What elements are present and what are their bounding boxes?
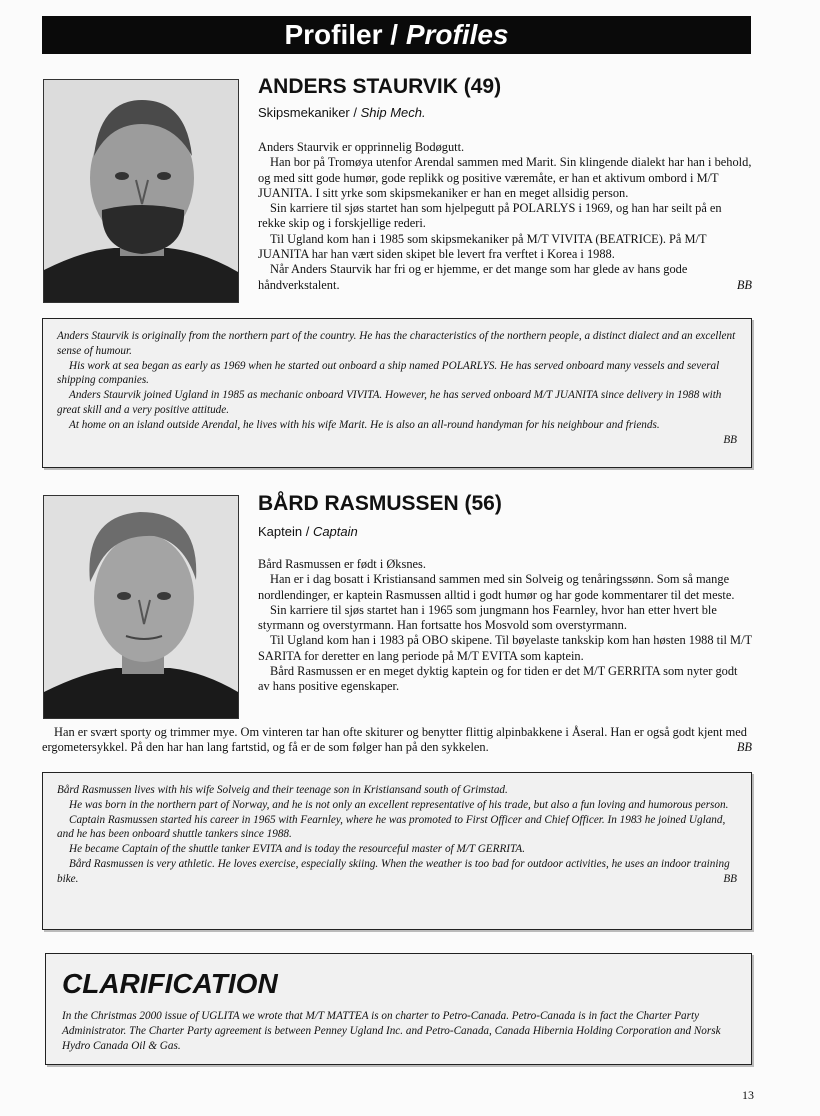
role-en: Captain (312, 524, 358, 539)
role-no: Kaptein / (258, 524, 313, 539)
clarification-box (45, 953, 752, 1065)
clarification-title: CLARIFICATION (62, 968, 278, 999)
paragraph: Anders Staurvik is originally from the northern part of the country. He has the characteristics of the northern people, a distinct dialect and an excellent sense of humour. (57, 330, 736, 357)
page-banner (42, 16, 751, 54)
profile-text-bard-continued (42, 725, 752, 756)
paragraph: Sin karriere til sjøs startet han som hjelpegutt på POLARLYS i 1969, og han har seilt på en rekke skip og i forskjellige rederi. (258, 201, 722, 231)
paragraph (57, 857, 737, 887)
english-summary-box-anders (42, 318, 752, 468)
summary-text (57, 329, 737, 447)
portrait-photo-anders (43, 79, 239, 303)
paragraph (42, 725, 752, 756)
english-summary-box-bard (42, 772, 752, 930)
signature: BB (736, 277, 752, 292)
profile-name-bard: BÅRD RASMUSSEN (56) (258, 492, 502, 515)
paragraph: Til Ugland kom han i 1985 som skipsmekaniker på M/T VIVITA (BEATRICE). På M/T JUANITA har han vært siden skipet ble levert fra verftet i Korea i 1988. (258, 231, 707, 262)
paragraph: Bård Rasmussen er født i Øksnes. (258, 557, 426, 571)
portrait-anders-icon (44, 80, 238, 302)
paragraph: Til Ugland kom han i 1983 på OBO skipene. Til bøyelaste tankskip kom han høsten 1988 til M/T SARITA for deretter en lang periode på M/T EVITA som kaptein. (258, 633, 752, 663)
paragraph: Bård Rasmussen er en meget dyktig kaptein og for tiden er det M/T GERRITA som nyter godt av hans positive egenskaper. (258, 664, 738, 694)
paragraph: His work at sea began as early as 1969 when he started out onboard a ship named POLARLYS. He has served onboard many vessels and several shipping companies. (57, 359, 720, 387)
clarification-text: In the Christmas 2000 issue of UGLITA we wrote that M/T MATTEA is on charter to Petro-Canada. Petro-Canada is in fact the Charter Party Administrator. The Charter Party agreement is between Penney Ugland Inc. and Petro-Canada, Canada Hibernia Holding Corporation and Norsk Hydro Canada Oil & Gas. (62, 1010, 721, 1052)
paragraph-text: Bård Rasmussen is very athletic. He loves exercise, especially skiing. When the weather is too bad for outdoor activities, he uses an indoor training bike. (57, 857, 730, 885)
signature: BB (723, 872, 737, 885)
summary-text (57, 783, 737, 887)
paragraph-text: Når Anders Staurvik har fri og er hjemme, er det mange som har glede av hans gode håndverkstalent. (258, 262, 688, 292)
banner-title-no: Profiler / (284, 19, 406, 50)
portrait-bard-icon (44, 496, 238, 718)
page-number: 13 (742, 1088, 754, 1102)
paragraph: Han bor på Tromøya utenfor Arendal sammen med Marit. Sin klingende dialekt har han i behold, og med sitt gode humør, gode replikk og positive væremåte, er han et aktivum ombord i M/T JUANITA. I sitt yrke som skipsmekaniker er han en meget allsidig person. (258, 155, 752, 200)
paragraph: Sin karriere til sjøs startet han i 1965 som jungmann hos Fearnley, hvor han etter hvert ble styrmann og overstyrmann. Han fortsatte hos Mosvold som overstyrmann. (258, 602, 717, 633)
profile-name-anders: ANDERS STAURVIK (49) (258, 75, 502, 98)
profile-role-anders (258, 105, 426, 120)
profile-text-bard (258, 557, 752, 695)
signature: BB (723, 433, 737, 446)
paragraph: At home on an island outside Arendal, he lives with his wife Marit. He is also an all-round handyman for his neighbour and friends. (69, 418, 660, 431)
paragraph (258, 262, 752, 293)
profile-role-bard (258, 524, 358, 539)
role-no: Skipsmekaniker / (258, 105, 361, 120)
paragraph: He was born in the northern part of Norway, and he is not only an excellent representative of his trade, but also a fun loving and humorous person. (69, 798, 729, 811)
paragraph-text: Han er svært sporty og trimmer mye. Om vinteren tar han ofte skiturer og benytter flittig alpinbakkene i Åseral. Han er også godt kjent med ergometersykkel. På den har han lang fartstid, og få er de som følger han på den sykkelen. (42, 725, 747, 755)
paragraph: Anders Staurvik joined Ugland in 1985 as mechanic onboard VIVITA. However, he has served onboard M/T JUANITA since delivery in 1988 with great skill and a very positive attitude. (57, 389, 722, 416)
banner-title-en: Profiles (405, 19, 509, 50)
role-en: Ship Mech. (360, 105, 426, 120)
paragraph: Bård Rasmussen lives with his wife Solveig and their teenage son in Kristiansand south of Grimstad. (57, 784, 508, 796)
signature: BB (736, 740, 752, 755)
paragraph: Han er i dag bosatt i Kristiansand sammen med sin Solveig og tenåringssønn. Som så mange nordlendinger, er kaptein Rasmussen alltid i godt humør og har gode kommentarer til det meste. (258, 572, 735, 602)
profile-text-anders (258, 140, 752, 293)
paragraph: Captain Rasmussen started his career in 1965 with Fearnley, where he was promoted to First Officer and Chief Officer. In 1983 he joined Ugland, and he has been onboard shuttle tankers since 1988. (57, 813, 726, 841)
paragraph: Anders Staurvik er opprinnelig Bodøgutt. (258, 140, 465, 154)
portrait-photo-bard (43, 495, 239, 719)
paragraph: He became Captain of the shuttle tanker EVITA and is today the resourceful master of M/T GERRITA. (69, 843, 526, 856)
